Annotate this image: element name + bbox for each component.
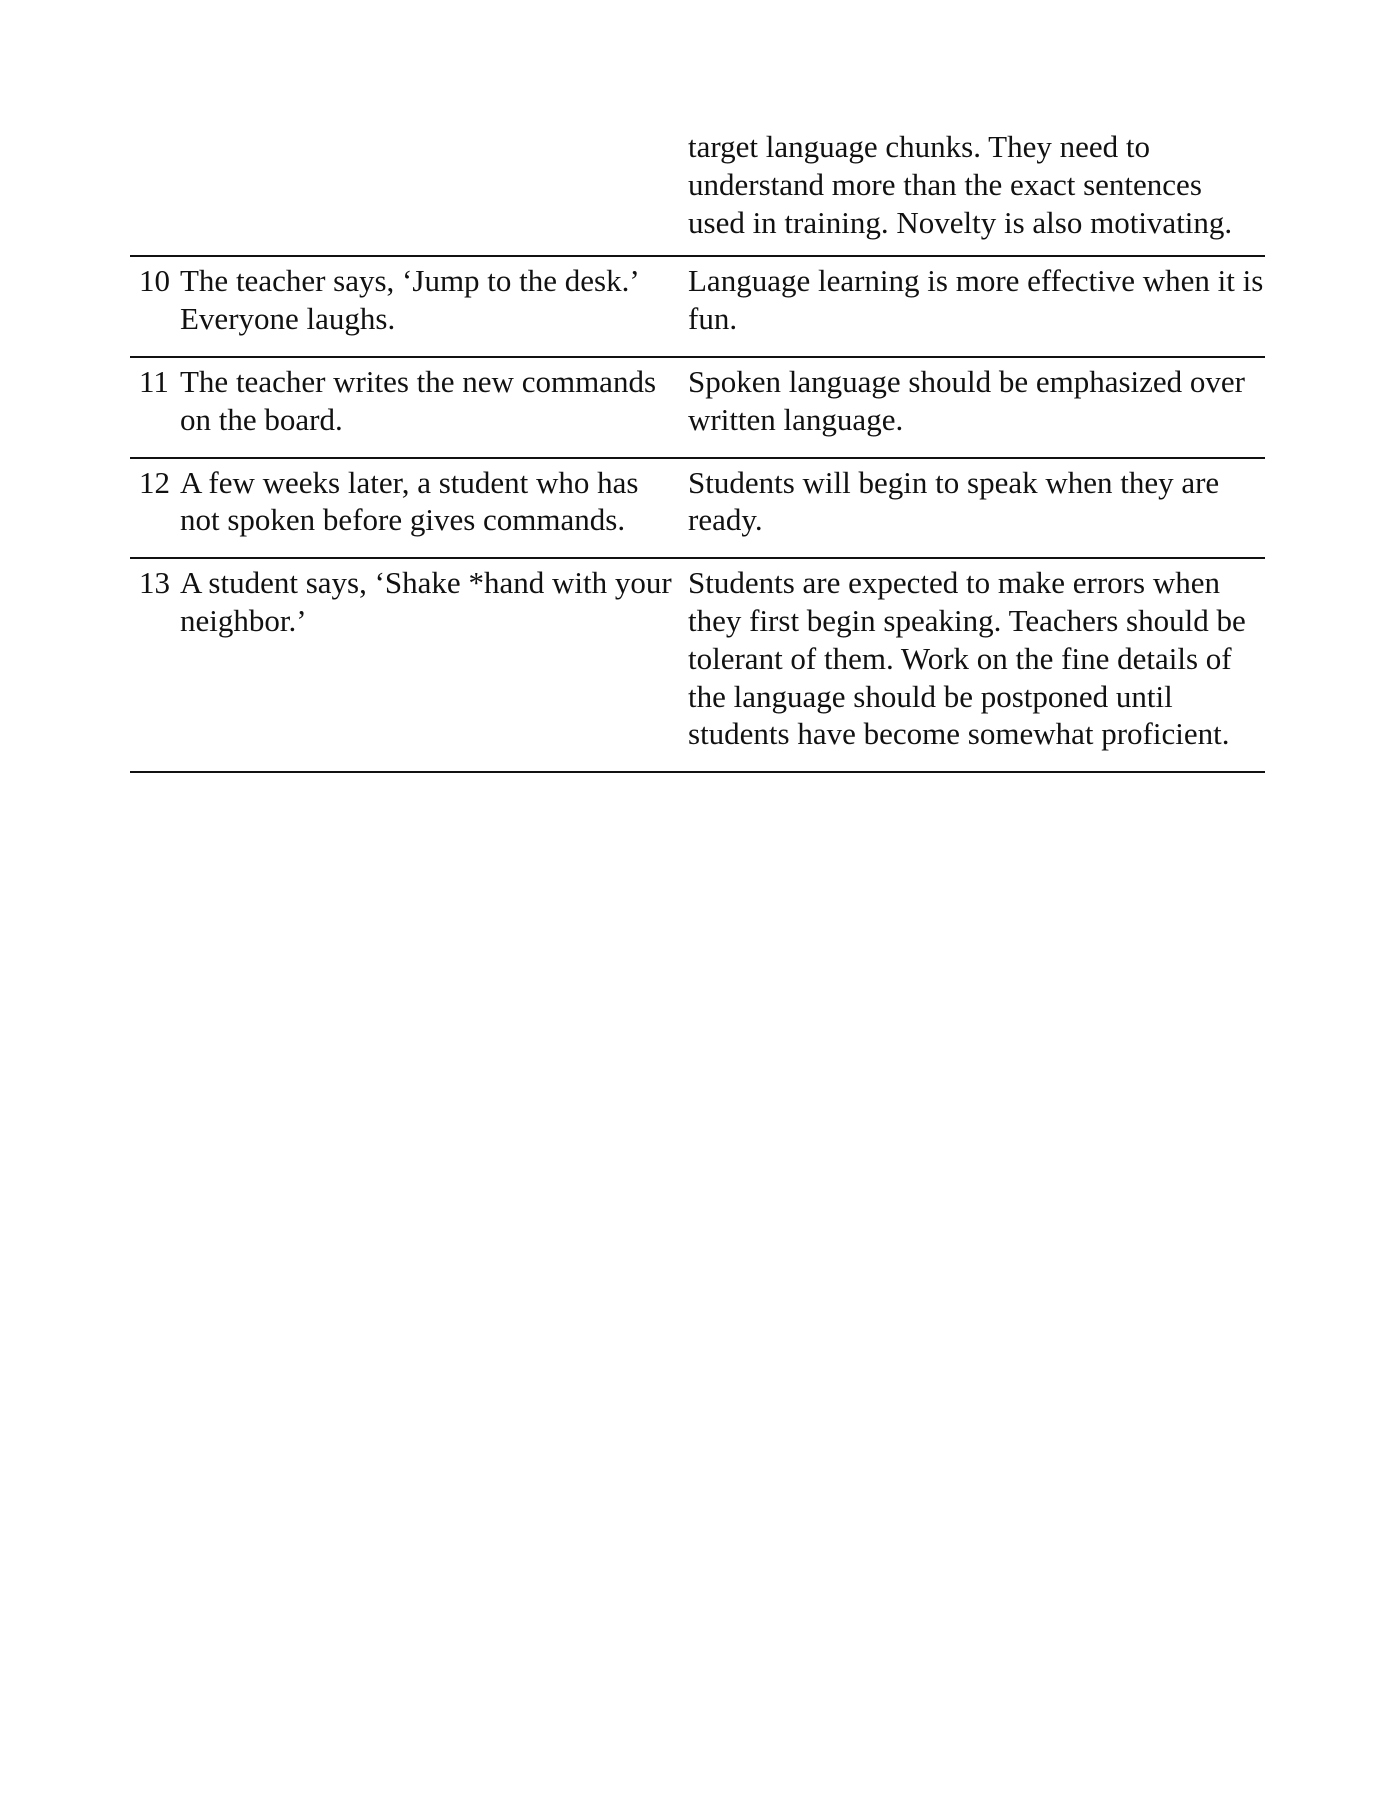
principle-cell: Language learning is more effective when it is fun. bbox=[688, 263, 1264, 337]
principle-cell: Students are expected to make errors when they first begin speaking. Teachers should be tolerant of them. Work on the fine details of the language should be postponed until students have become somewhat proficient. bbox=[688, 565, 1246, 752]
table-row bbox=[130, 457, 1265, 558]
observation-text: The teacher writes the new commands on the board. bbox=[180, 363, 657, 437]
row-number: 12 bbox=[139, 464, 170, 500]
observation-text: A few weeks later, a student who has not spoken before gives commands. bbox=[180, 464, 639, 538]
table-row bbox=[130, 557, 1265, 771]
observation-text: A student says, ‘Shake *hand with your neighbor.’ bbox=[180, 565, 672, 638]
table-row bbox=[130, 356, 1265, 457]
principle-cell: Students will begin to speak when they are ready. bbox=[688, 464, 1220, 538]
observation-cell bbox=[130, 363, 688, 439]
row-number: 10 bbox=[139, 263, 170, 299]
principle-cell: target language chunks. They need to understand more than the exact sentences used in training. Novelty is also motivating. bbox=[688, 129, 1233, 240]
row-number: 13 bbox=[139, 565, 170, 601]
table-row-continuation bbox=[130, 128, 1265, 255]
observation-cell bbox=[130, 262, 688, 338]
table-row bbox=[130, 255, 1265, 356]
observation-cell bbox=[130, 464, 688, 540]
principles-table bbox=[130, 128, 1265, 773]
row-number: 11 bbox=[139, 363, 169, 399]
observation-cell-empty bbox=[130, 128, 688, 241]
document-page bbox=[130, 128, 1265, 773]
table-bottom-rule bbox=[130, 771, 1265, 773]
observation-cell bbox=[130, 564, 688, 753]
principle-cell: Spoken language should be emphasized over written language. bbox=[688, 363, 1245, 437]
observation-text: The teacher says, ‘Jump to the desk.’ Everyone laughs. bbox=[180, 263, 638, 337]
